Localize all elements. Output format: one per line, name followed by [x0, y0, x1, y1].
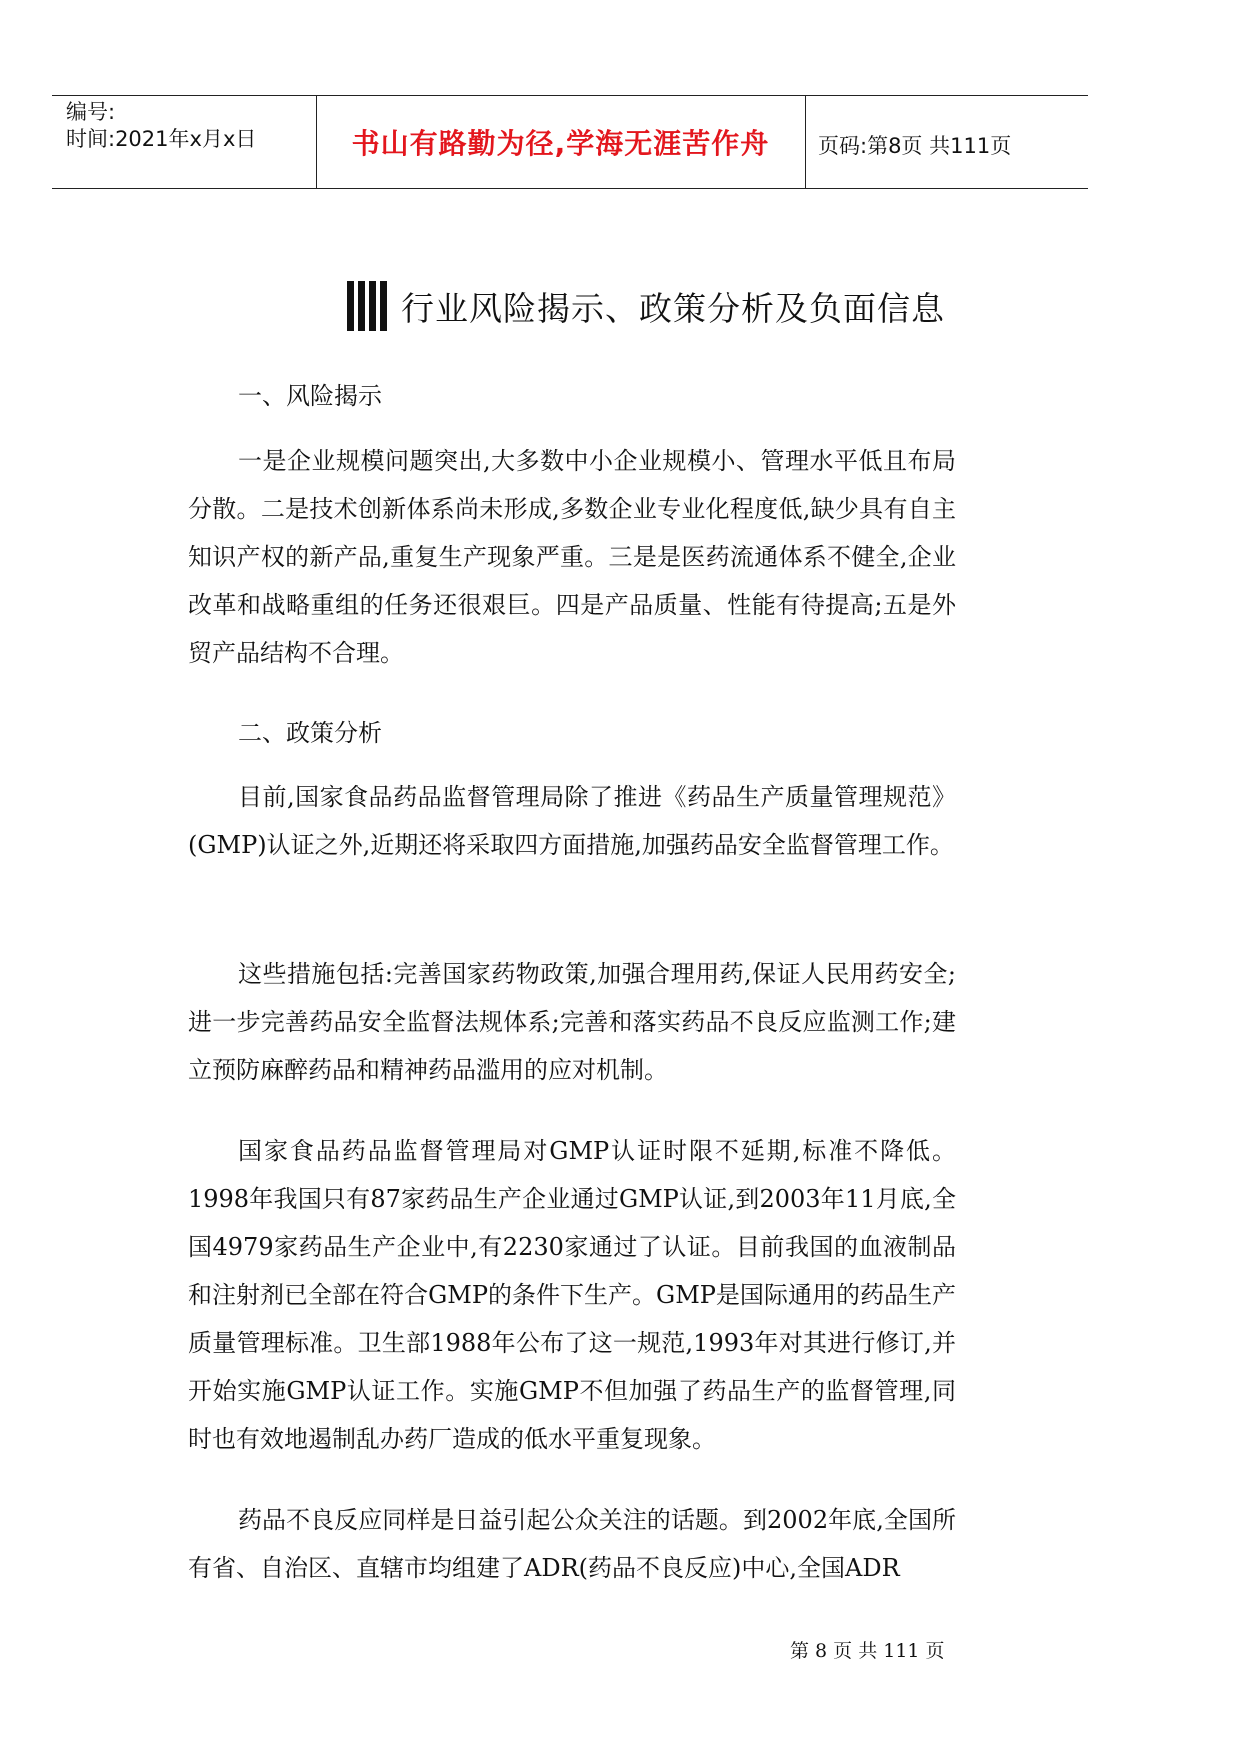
header-bottom-rule	[52, 188, 1088, 189]
paragraph-policy-3: 国家食品药品监督管理局对GMP认证时限不延期,标准不降低。1998年我国只有87家药品生产企业通过GMP认证,到2003年11月底,全国4979家药品生产企业中,有2230家通过了认证。目前我国的血液制品和注射剂已全部在符合GMP的条件下生产。GMP是国际通用的药品生产质量管理标准。卫生部1988年公布了这一规范,1993年对其进行修订,并开始实施GMP认证工作。实施GMP不但加强了药品生产的监督管理,同时也有效地遏制乱办药厂造成的低水平重复现象。	[188, 1137, 956, 1453]
section-heading-risk: 一、风险揭示	[238, 382, 382, 410]
document-time-label: 时间:2021年x月x日	[66, 127, 257, 151]
page-title: 行业风险揭示、政策分析及负面信息	[401, 288, 945, 328]
title-bars-icon	[347, 281, 387, 331]
section-heading-policy: 二、政策分析	[238, 719, 382, 747]
header-top-rule	[52, 95, 1088, 96]
paragraph-policy-2: 这些措施包括:完善国家药物政策,加强合理用药,保证人民用药安全;进一步完善药品安全监督法规体系;完善和落实药品不良反应监测工作;建立预防麻醉药品和精神药品滥用的应对机制。	[188, 960, 956, 1084]
header-motto: 书山有路勤为径,学海无涯苦作舟	[351, 127, 770, 160]
header-page-info: 页码:第8页 共111页	[818, 134, 1012, 158]
paragraph-policy-4: 药品不良反应同样是日益引起公众关注的话题。到2002年底,全国所有省、自治区、直辖市均组建了ADR(药品不良反应)中心,全国ADR	[188, 1506, 956, 1582]
header-meta	[66, 99, 256, 153]
page-footer: 第 8 页 共 111 页	[790, 1640, 945, 1662]
paragraph-risk: 一是企业规模问题突出,大多数中小企业规模小、管理水平低且布局分散。二是技术创新体系尚未形成,多数企业专业化程度低,缺少具有自主知识产权的新产品,重复生产现象严重。三是是医药流通体系不健全,企业改革和战略重组的任务还很艰巨。四是产品质量、性能有待提高;五是外贸产品结构不合理。	[188, 447, 956, 667]
paragraph-policy-1: 目前,国家食品药品监督管理局除了推进《药品生产质量管理规范》(GMP)认证之外,近期还将采取四方面措施,加强药品安全监督管理工作。	[188, 783, 956, 859]
header-divider-right	[805, 95, 806, 188]
chapter-title	[347, 281, 945, 331]
document-number-label: 编号:	[66, 100, 116, 124]
